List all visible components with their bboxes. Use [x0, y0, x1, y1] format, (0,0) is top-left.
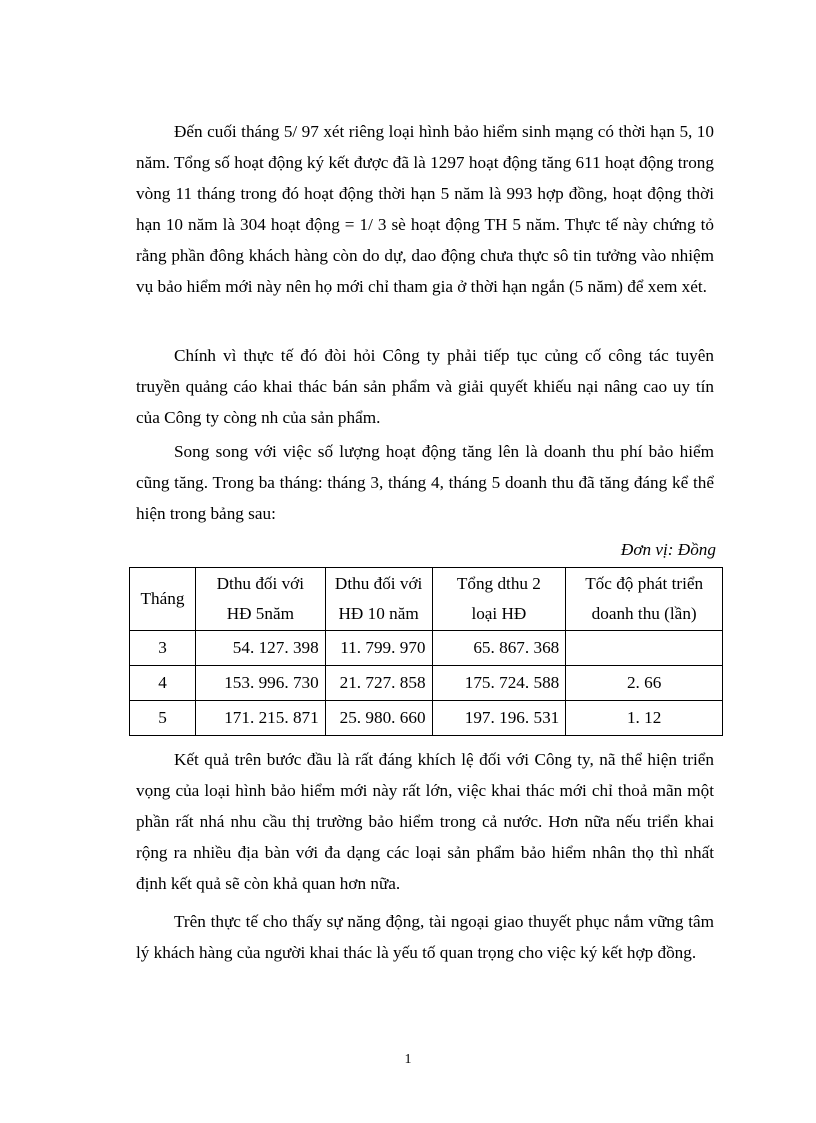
- cell-rev-5y: 153. 996. 730: [195, 666, 325, 701]
- paragraph-2: Chính vì thực tế đó đòi hỏi Công ty phải tiếp tục củng cố công tác tuyên truyền quảng cáo khai thác bán sản phẩm và giải quyết khiếu nại nâng cao uy tín của Công ty còng nh của sản phẩm.: [136, 346, 714, 427]
- cell-month: 5: [130, 701, 196, 736]
- cell-month: 3: [130, 631, 196, 666]
- header-month: Tháng: [130, 568, 196, 631]
- cell-rev-10y: 11. 799. 970: [325, 631, 432, 666]
- cell-total: 197. 196. 531: [432, 701, 566, 736]
- header-rev-10y: Dthu đối với HĐ 10 năm: [325, 568, 432, 631]
- body-text: [136, 436, 714, 529]
- cell-rev-10y: 25. 980. 660: [325, 701, 432, 736]
- paragraph-1: Đến cuối tháng 5/ 97 xét riêng loại hình bảo hiểm sinh mạng có thời hạn 5, 10 năm. Tổng số hoạt động ký kết được đã là 1297 hoạt động tăng 611 hoạt động trong vòng 11 tháng trong đó hoạt động thời hạn 5 năm là 993 hợp đồng, hoạt động thời hạn 10 năm là 304 hoạt động = 1/ 3 sè hoạt động TH 5 năm. Thực tế này chứng tỏ rằng phần đông khách hàng còn do dự, dao động chưa thực sô tin tưởng vào nhiệm vụ bảo hiểm mới này nên họ mới chỉ tham gia ở thời hạn ngắn (5 năm) để xem xét.: [136, 122, 714, 296]
- unit-label: Đơn vị: Đồng: [620, 540, 716, 559]
- table-header-row: [130, 568, 723, 631]
- cell-month: 4: [130, 666, 196, 701]
- revenue-table: [129, 567, 723, 736]
- table-row: [130, 701, 723, 736]
- paragraph-3: Song song với việc số lượng hoạt động tăng lên là doanh thu phí bảo hiểm cũng tăng. Trong ba tháng: tháng 3, tháng 4, tháng 5 doanh thu đã tăng đáng kể thể hiện trong bảng sau:: [136, 442, 714, 523]
- cell-rev-5y: 54. 127. 398: [195, 631, 325, 666]
- page-number: 1: [404, 1052, 412, 1067]
- body-text: [136, 744, 714, 899]
- cell-total: 65. 867. 368: [432, 631, 566, 666]
- header-total: Tổng dthu 2 loại HĐ: [432, 568, 566, 631]
- header-rev-5y: Dthu đối với HĐ 5năm: [195, 568, 325, 631]
- cell-growth: [566, 631, 723, 666]
- table-row: [130, 631, 723, 666]
- body-text: [136, 906, 714, 968]
- table-row: [130, 666, 723, 701]
- cell-total: 175. 724. 588: [432, 666, 566, 701]
- paragraph-4: Kết quả trên bước đầu là rất đáng khích lệ đối với Công ty, nã thể hiện triển vọng của loại hình bảo hiểm mới này rất lớn, việc khai thác mới chỉ thoả mãn một phần rất nhá nhu cầu thị trường bảo hiểm trong cả nước. Hơn nữa nếu triển khai rộng ra nhiều địa bàn với đa dạng các loại sản phẩm bảo hiểm nhân thọ thì nhất định kết quả sẽ còn khả quan hơn nữa.: [136, 750, 714, 893]
- body-text: [136, 340, 714, 433]
- body-text-top: [136, 116, 714, 302]
- header-growth: Tốc độ phát triển doanh thu (lần): [566, 568, 723, 631]
- cell-rev-10y: 21. 727. 858: [325, 666, 432, 701]
- cell-rev-5y: 171. 215. 871: [195, 701, 325, 736]
- cell-growth: 2. 66: [566, 666, 723, 701]
- cell-growth: 1. 12: [566, 701, 723, 736]
- paragraph-5: Trên thực tế cho thấy sự năng động, tài ngoại giao thuyết phục nắm vững tâm lý khách hàng của người khai thác là yếu tố quan trọng cho việc ký kết hợp đồng.: [136, 912, 714, 962]
